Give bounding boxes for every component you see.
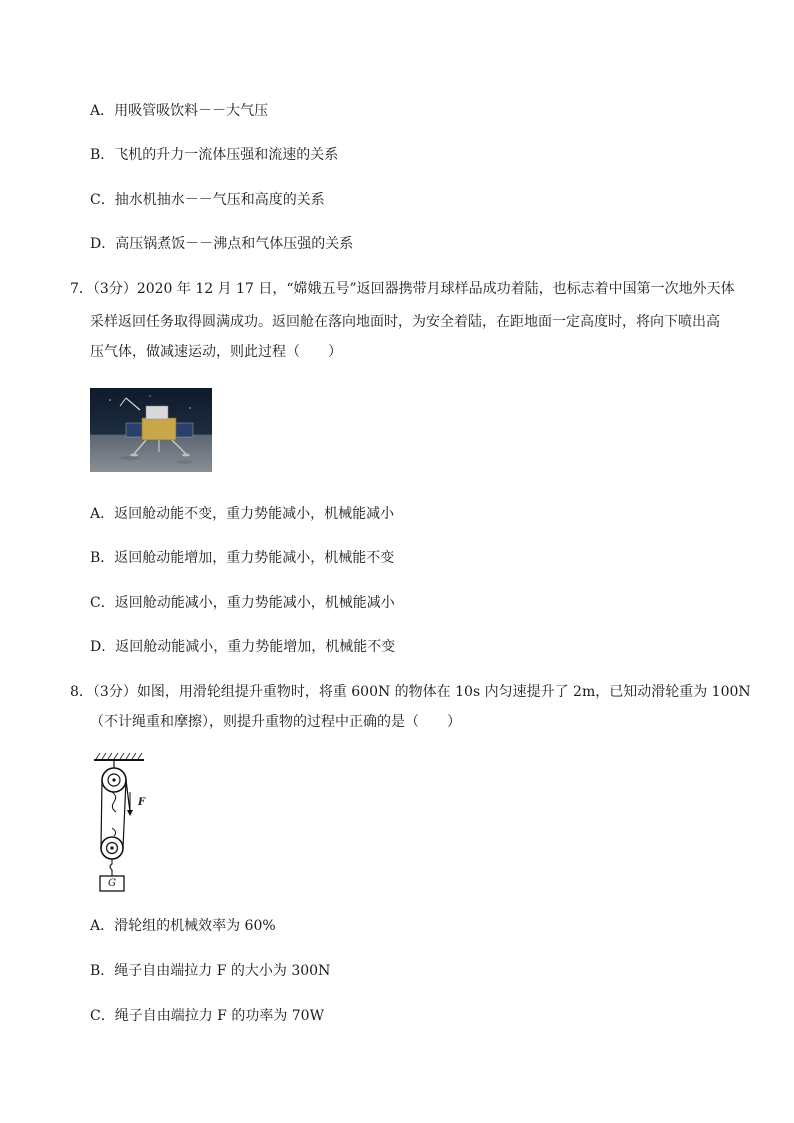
q6-option-d: D．高压锅煮饭－－沸点和气体压强的关系 [90,236,354,252]
weight-label: G [108,878,116,889]
q6-option-b: B．飞机的升力一流体压强和流速的关系 [90,147,339,163]
q8-stem-line-1: 8．（3分）如图，用滑轮组提升重物时，将重 600N 的物体在 10s 内匀速提升了 2m，已知动滑轮重为 100N [70,684,751,700]
lunar-lander-illustration [90,388,212,472]
q7-stem-line-3: 压气体，做减速运动，则此过程（ ） [90,344,342,360]
lunar-lander-photo [90,388,212,472]
q8-option-a: A．滑轮组的机械效率为 60% [90,918,276,934]
pulley-system-figure [92,752,154,894]
q8-stem-line-2: （不计绳重和摩擦），则提升重物的过程中正确的是（ ） [90,714,461,730]
q7-option-b: B．返回舱动能增加，重力势能减小，机械能不变 [90,550,395,566]
pulley-system-diagram [92,752,154,894]
q7-stem-line-1: 7．（3分）2020 年 12 月 17 日，“嫦娥五号”返回器携带月球样品成功着陆，也标志着中国第一次地外天体 [70,281,735,297]
q6-option-c: C．抽水机抽水－－气压和高度的关系 [90,192,325,208]
q7-option-d: D．返回舱动能减小，重力势能增加，机械能不变 [90,639,396,655]
q8-option-c: C．绳子自由端拉力 F 的功率为 70W [90,1008,324,1024]
force-label: F [138,797,146,808]
q8-option-b: B．绳子自由端拉力 F 的大小为 300N [90,963,331,979]
q6-option-a: A．用吸管吸饮料－－大气压 [90,103,269,119]
q7-option-a: A．返回舱动能不变，重力势能减小，机械能减小 [90,506,395,522]
q7-option-c: C．返回舱动能减小，重力势能减小，机械能减小 [90,595,395,611]
q7-stem-line-2: 采样返回任务取得圆满成功。返回舱在落向地面时，为安全着陆，在距地面一定高度时，将向下喷出高 [90,314,720,330]
